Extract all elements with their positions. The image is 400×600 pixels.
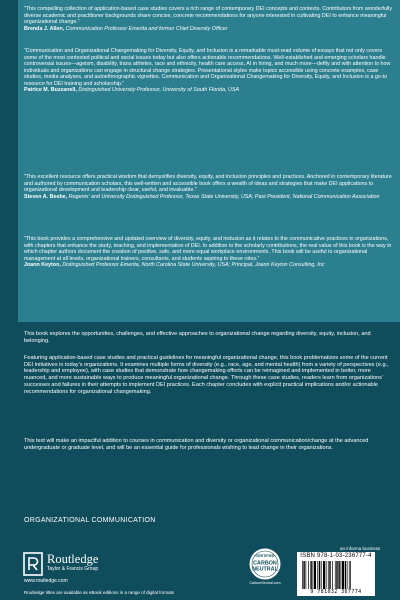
- informa-tagline: an informa business: [340, 546, 381, 551]
- endorser-name: Steven A. Beebe: [24, 193, 66, 200]
- endorser-name: Joann Keyton: [24, 262, 60, 268]
- description-closing: [24, 438, 392, 451]
- description-paragraph: This book explores the opportunities, challenges, and effective approaches to organizational change regarding diversity, equity, inclusion, and belonging.: [24, 331, 371, 344]
- endorsement-text: “This compelling collection of application-based case studies covers a rich range of contemporary DEI concepts and contexts. Contributors from wonderfully diverse academic and practitioner backgrounds share concise, concrete recommendations for anyone interested in cultivating DEI to enhance meaningful organizational change.”: [24, 6, 393, 25]
- description-paragraph: Featuring application-based case studies and practical guidelines for meaningful organizational change, this book problematizes some of the current DEI initiatives in today’s organizations. It examines multiple forms of diversity (e.g., race, age, and mental health) from a variety of perspectives (e.g., leadership and employee), with case studies that demonstrate how changemaking efforts can be reimagined and implemented in better, more nuanced, and more sustainable ways to produce meaningful organizational change. Through these case studies, readers learn from organizations’ successes and failures in their attempts to implement DEI practices. Each chapter concludes with explicit practical implications and/or actionable recommendations for organizational changemaking.: [24, 355, 389, 395]
- description-paragraph: This text will make an impactful addition to courses in communication and diversity or organizational communication/change at the advanced undergraduate or graduate level, and will be an essential guide for professionals wishing to lead change in their organizations.: [24, 438, 369, 451]
- endorser-name: Patrice M. Buzzanell: [24, 87, 76, 93]
- cert-top-text: CERTIFIED: [255, 554, 275, 558]
- endorsement-attribution: Joann Keyton, Distinguished Professor Emerita, North Carolina State University, USA; Principal, Joann Keyton Consulting, Inc: [24, 262, 325, 268]
- endorsement-text: “This excellent resource offers practical wisdom that demystifies diversity, equity, and inclusion principles and practices. Anchored in contemporary literature and authored by communication scholars, this well-written and accessible book offers a wealth of ideas and strategies that make DEI applications to organizational development and leadership clear, useful, and invaluable.”: [24, 174, 392, 193]
- endorser-title: Regents’ and University Distinguished Professor, Texas State University, USA; Past President, National Communication Association: [68, 193, 380, 200]
- endorsement-text: “Communication and Organizational Changemaking for Diversity, Equity, and Inclusion is a remarkable must-read volume of essays that not only covers some of the most contested political and social issues today but also offers actionable recommendations. Well-established and emerging scholars handle controversial issues—ageism, disability, trans athletes, race and ethnicity, health care access, AI in hiring, and much more—deftly and with attention to how individuals and organizations can engage in structural change strategies. Presentational styles make topics accessible using concrete examples, case studies, media analyses, and autoethnographic vignettes. Communication and Organizational Changemaking for Diversity, Equity, and Inclusion is a go-to resource for DEI training and scholarship.”: [24, 48, 391, 87]
- ebook-note: Routledge titles are available as eBook editions in a range of digital formats: [24, 590, 175, 595]
- endorser-name: Brenda J. Allen: [24, 25, 63, 32]
- description-body: [24, 355, 392, 395]
- endorsements-panel: [18, 0, 400, 322]
- endorser-title: Distinguished Professor Emerita, North Carolina State University, USA; Principal, Joann Keyton Consulting, Inc: [62, 262, 325, 268]
- publisher-url[interactable]: www.routledge.com: [24, 578, 68, 584]
- endorsement-beebe: [24, 174, 392, 200]
- carbon-neutral-icon: [248, 547, 282, 581]
- subject-category: ORGANIZATIONAL COMMUNICATION: [24, 517, 156, 524]
- barcode-number: 9 781032 367774: [310, 589, 362, 595]
- endorsement-text: “This book provides a comprehensive and updated overview of diversity, equity, and inclusion as it relates to the communicative practices in organizations, with chapters that enhance the study, teaching, and implementation of DEI. In addition to the scholarly contributions, the real value of this book is the way in which chapter authors document the creation of positive, safe, and more equal workplace environments. This book will be useful to organizational management at all levels, organizational trainers, consultants, and students aspiring to these roles.”: [24, 236, 392, 262]
- cert-url: CarbonNeutral.com: [249, 581, 281, 585]
- endorsement-keyton: [24, 236, 392, 269]
- endorser-title: Communication Professor Emerita and former Chief Diversity Officer: [65, 25, 228, 32]
- publisher-group: Taylor & Francis Group: [47, 566, 99, 572]
- endorsement-attribution: Steven A. Beebe, Regents’ and University Distinguished Professor, Texas State University, USA; Past President, National Communication Association: [24, 193, 380, 200]
- description-intro: [24, 331, 392, 344]
- carbon-neutral-badge: [248, 547, 282, 587]
- endorser-title: Distinguished University Professor, University of South Florida, USA: [78, 87, 240, 93]
- endorsement-buzzanell: [24, 48, 392, 94]
- cert-word-2: NEUTRAL: [252, 566, 278, 573]
- barcode: [297, 552, 375, 596]
- cert-word-1: CARBON: [253, 560, 277, 567]
- endorsement-attribution: Patrice M. Buzzanell, Distinguished University Professor, University of South Florida, USA: [24, 87, 240, 93]
- routledge-emblem-icon: [23, 552, 43, 576]
- isbn-label: ISBN 978-1-03-236777-4: [300, 553, 372, 559]
- endorsement-allen: [24, 6, 392, 32]
- endorsement-attribution: Brenda J. Allen, Communication Professor Emerita and former Chief Diversity Officer: [24, 25, 228, 32]
- barcode-bars-icon: [301, 561, 371, 589]
- publisher-name: Routledge: [47, 552, 99, 566]
